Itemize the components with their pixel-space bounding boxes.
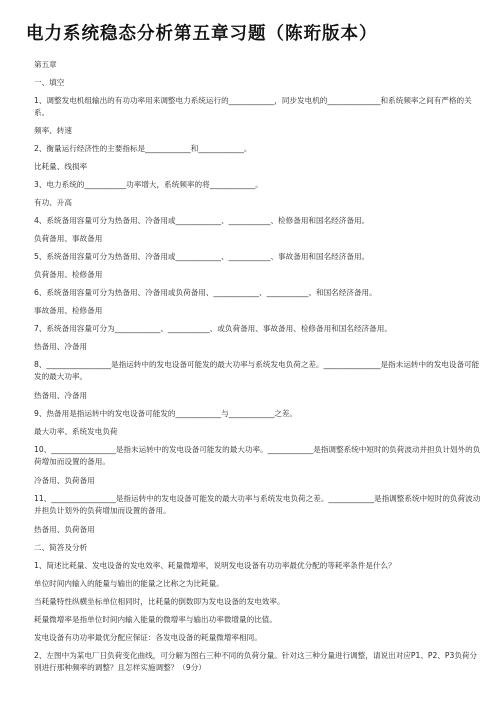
question-1: 1、调整发电机组输出的有功功率用来调整电力系统运行的____________，同步发电机的______________和系统频率之间有严格的关系。 [34, 96, 472, 118]
section-heading-2: 二、简答及分析 [34, 543, 88, 552]
answer-8: 热备用、冷备用 [34, 391, 88, 400]
short-answer-line-1: 单位时间内输入的能量与输出的能量之比称之为比耗量。 [34, 579, 224, 588]
question-6: 6、系统备用容量可分为热备用、冷备用或负荷备用、____________、___________、和国名经济备用。 [34, 288, 377, 297]
chapter-label: 第五章 [34, 60, 57, 69]
answer-6: 事故备用、检修备用 [34, 306, 103, 315]
question-7: 7、系统备用容量可分为____________、___________、或负荷备用、事故备用、检修备用和国名经济备用。 [34, 324, 392, 333]
short-answer-line-3: 耗量微增率是指单位时间内输入能量的微增率与输出功率微增量的比值。 [34, 615, 277, 624]
answer-4: 负荷备用、事故备用 [34, 234, 103, 243]
answer-1: 频率、转速 [34, 126, 72, 135]
question-10: 10、_________________是指未运转中的发电设备可能发的最大功率。____________是指调整系统中短时的负荷波动并担负计划外的负荷增加而设置的备用。 [34, 445, 481, 467]
short-question-2: 2、左图中为某电厂日负荷变化曲线，可分解为图右三种不同的负荷分量。针对这三种分量进行调整，请说出对应P1、P2、P3负荷分别进行那种频率的调整？且怎样实施调整？（9分） [34, 651, 478, 673]
question-11: 11、_________________是指运转中的发电设备可能发的最大功率与系统发电负荷之差。____________是指调整系统中短时的负荷波动并担负计划外的负荷增加而设置的备用。 [34, 494, 481, 516]
question-2: 2、衡量运行经济性的主要指标是____________和____________。 [34, 144, 252, 153]
document-title: 电力系统稳态分析第五章习题（陈珩版本） [26, 24, 378, 44]
question-3: 3、电力系统的___________功率增大，系统频率的将____________。 [34, 180, 263, 189]
answer-11: 热备用、负荷备用 [34, 525, 95, 534]
answer-9: 最大功率、系统发电负荷 [34, 427, 118, 436]
answer-10: 冷备用、负荷备用 [34, 476, 95, 485]
short-question-1: 1、简述比耗量、发电设备的发电效率、耗量微增率，说明发电设备有功功率最优分配的等耗率条件是什么？ [34, 561, 396, 570]
answer-2: 比耗量、线损率 [34, 162, 88, 171]
section-heading: 一、填空 [34, 78, 65, 87]
question-9: 9、热备用是指运转中的发电设备可能发的____________与____________之差。 [34, 409, 298, 418]
question-4: 4、系统备用容量可分为热备用、冷备用或____________、___________、检修备用和国名经济备用。 [34, 216, 370, 225]
answer-3: 有功、升高 [34, 198, 72, 207]
short-answer-line-4: 发电设备有功功率最优分配应保证：各发电设备的耗量微增率相同。 [34, 633, 262, 642]
question-5: 5、系统备用容量可分为热备用、冷备用或____________、___________、事故备用和国名经济备用。 [34, 252, 370, 261]
answer-5: 负荷备用、检修备用 [34, 270, 103, 279]
question-8: 8、_________________是指运转中的发电设备可能发的最大功率与系统发电负荷之差。_______________是指未运转中的发电设备可能发的最大功率。 [34, 360, 480, 382]
answer-7: 热备用、冷备用 [34, 342, 88, 351]
short-answer-line-2: 当耗量特性纵横坐标单位相同时，比耗量的倒数即为发电设备的发电效率。 [34, 597, 285, 606]
